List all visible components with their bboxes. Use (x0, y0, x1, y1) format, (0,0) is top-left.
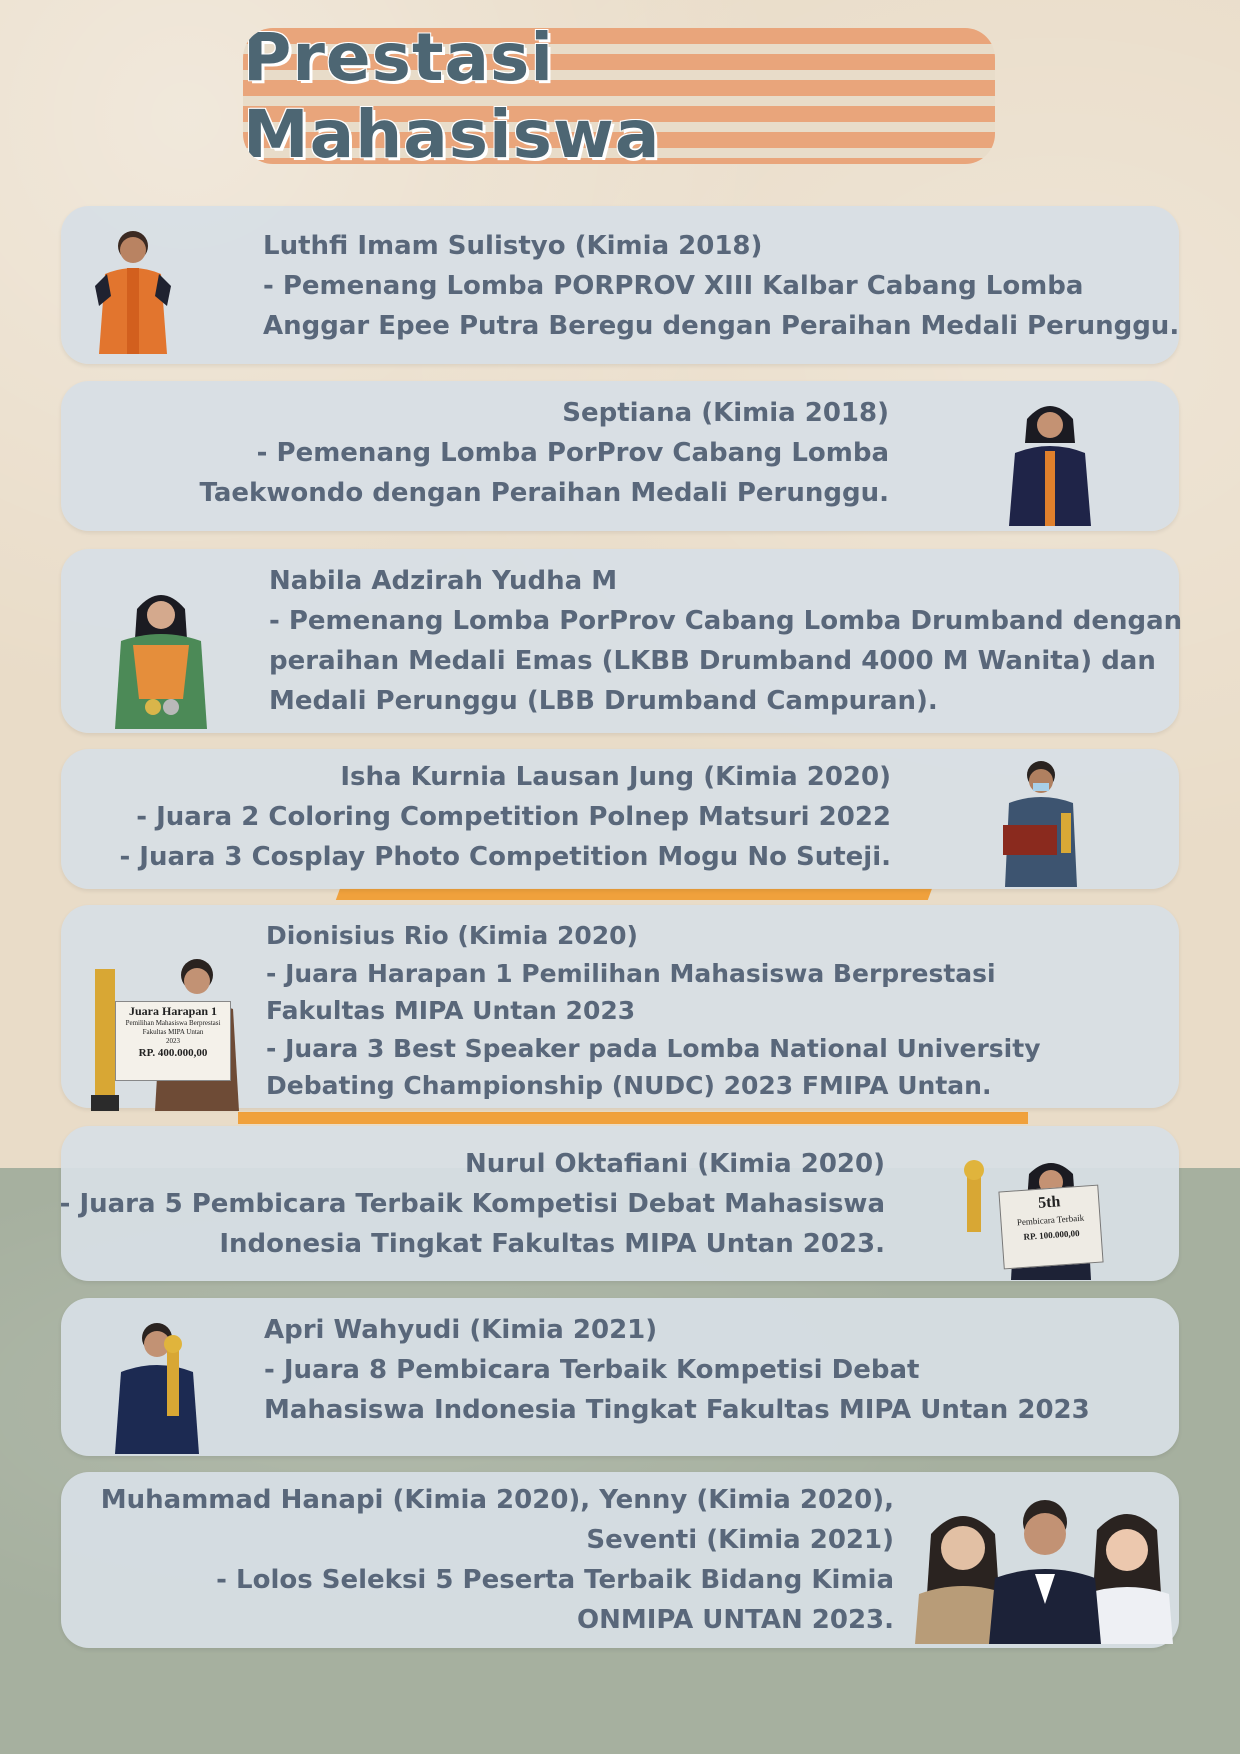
achievement-line: Indonesia Tingkat Fakultas MIPA Untan 2023. (219, 1229, 885, 1259)
achievement-text (199, 393, 889, 513)
achievement-line: Fakultas MIPA Untan 2023 (266, 996, 636, 1025)
student-name: Dionisius Rio (Kimia 2020) (266, 921, 638, 950)
achievement-line: - Juara 2 Coloring Competition Polnep Matsuri 2022 (136, 802, 891, 832)
achievement-line: - Juara 8 Pembicara Terbaik Kompetisi Debat (264, 1355, 920, 1385)
achievement-text (266, 917, 1041, 1105)
achievement-card (61, 381, 1179, 531)
student-photo-apri (111, 1316, 211, 1454)
achievement-card (61, 1126, 1179, 1281)
achievement-line: - Juara 3 Cosplay Photo Competition Mogu No Suteji. (119, 842, 891, 872)
achievement-card (61, 549, 1183, 733)
student-name: Isha Kurnia Lausan Jung (Kimia 2020) (340, 762, 891, 792)
achievement-line: Taekwondo dengan Peraihan Medali Perunggu. (199, 478, 889, 508)
achievement-line: - Pemenang Lomba PorProv Cabang Lomba (256, 438, 889, 468)
title-banner (243, 28, 995, 164)
prize-sign-line: Fakultas MIPA Untan (142, 1028, 204, 1036)
student-name: Apri Wahyudi (Kimia 2021) (264, 1315, 658, 1345)
student-photo-luthfi (93, 224, 173, 354)
achievement-line: - Pemenang Lomba PorProv Cabang Lomba Drumband dengan (269, 606, 1183, 636)
prize-sign-line: Pemilihan Mahasiswa Berprestasi (125, 1019, 221, 1027)
page-title: Prestasi Mahasiswa (243, 28, 661, 164)
achievement-text (119, 757, 891, 877)
student-name: Nurul Oktafiani (Kimia 2020) (464, 1149, 885, 1179)
achievement-card (61, 1472, 1179, 1648)
student-name: Nabila Adzirah Yudha M (269, 566, 618, 596)
achievement-card (61, 1298, 1179, 1456)
achievement-line: Debating Championship (NUDC) 2023 FMIPA Untan. (266, 1071, 992, 1100)
prize-sign-line: Pembicara Terbaik (1016, 1212, 1085, 1228)
prize-sign-title: 5th (1037, 1193, 1061, 1212)
student-photo-septiana (1005, 391, 1095, 526)
achievement-text (269, 561, 1182, 721)
achievement-text (60, 1144, 885, 1264)
student-photo-isha (989, 755, 1089, 887)
achievement-card (61, 905, 1179, 1108)
achievement-line: peraihan Medali Emas (LKBB Drumband 4000 M Wanita) dan (269, 646, 1156, 676)
prize-sign (998, 1185, 1103, 1270)
achievement-line: Medali Perunggu (LBB Drumband Campuran). (269, 686, 938, 716)
achievement-text (263, 226, 1179, 346)
achievement-line: - Lolos Seleksi 5 Peserta Terbaik Bidang Kimia (216, 1565, 894, 1595)
accent-strip (336, 888, 932, 900)
achievement-line: Anggar Epee Putra Beregu dengan Peraihan Medali Perunggu. (263, 311, 1180, 341)
prize-sign (115, 1001, 231, 1081)
accent-strip (238, 1112, 1028, 1124)
student-name: Luthfi Imam Sulistyo (Kimia 2018) (263, 231, 763, 261)
prize-sign-amount: RP. 100.000,00 (1023, 1228, 1080, 1242)
achievement-line: ONMIPA UNTAN 2023. (576, 1605, 894, 1635)
achievement-line: Mahasiswa Indonesia Tingkat Fakultas MIPA Untan 2023 (264, 1395, 1090, 1425)
achievement-text (101, 1480, 894, 1640)
achievement-card (61, 749, 1179, 889)
achievement-text (264, 1310, 1090, 1430)
prize-sign-title: Juara Harapan 1 (128, 1004, 217, 1018)
achievement-line: - Pemenang Lomba PORPROV XIII Kalbar Cabang Lomba (263, 271, 1084, 301)
achievement-card (61, 206, 1179, 364)
student-name: Septiana (Kimia 2018) (562, 398, 889, 428)
student-name: Muhammad Hanapi (Kimia 2020), Yenny (Kimia 2020), (100, 1485, 894, 1515)
achievement-line: - Juara Harapan 1 Pemilihan Mahasiswa Berprestasi (266, 958, 996, 988)
student-photo-nurul (959, 1152, 1109, 1280)
prize-sign-amount: RP. 400.000,00 (138, 1047, 208, 1059)
student-name: Seventi (Kimia 2021) (586, 1525, 894, 1555)
achievement-line: - Juara 3 Best Speaker pada Lomba National University (266, 1033, 1041, 1063)
achievement-line: - Juara 5 Pembicara Terbaik Kompetisi Debat Mahasiswa (59, 1189, 885, 1219)
student-photo-nabila (111, 579, 211, 729)
prize-sign-line: 2023 (166, 1037, 180, 1045)
group-photo-onmipa (911, 1494, 1179, 1644)
